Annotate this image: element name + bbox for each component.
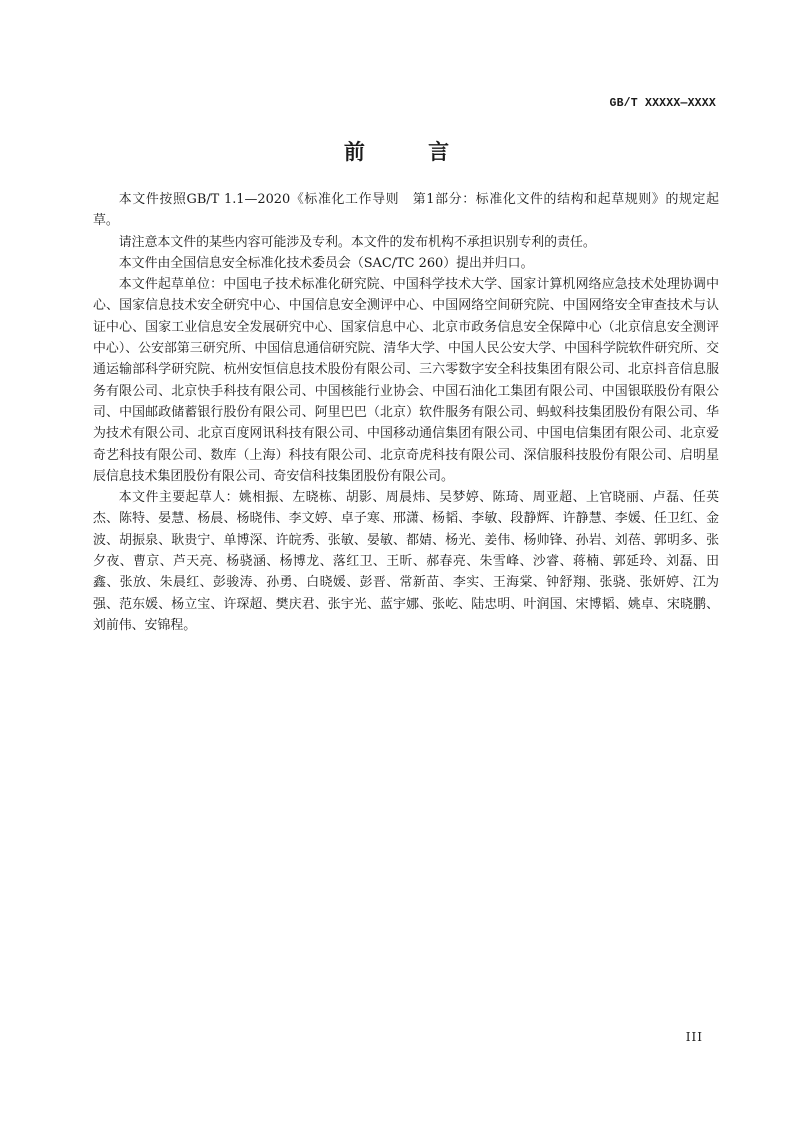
standard-code: GB/T XXXXX—XXXX: [609, 97, 716, 110]
paragraph-drafting-rules: 本文件按照GB/T 1.1—2020《标准化工作导则 第1部分：标准化文件的结构和起草规则》的规定起草。: [93, 192, 719, 229]
foreword-body: [93, 189, 719, 636]
page-title: 前 言: [343, 140, 478, 164]
page-number: III: [685, 1030, 703, 1044]
paragraph-drafters: 本文件主要起草人：姚相振、左晓栋、胡影、周晨炜、吴梦婷、陈琦、周亚超、上官晓丽、卢磊、任英杰、陈特、晏慧、杨晨、杨晓伟、李文婷、卓子寒、邢潇、杨韬、李敏、段静辉、许静慧、李媛、任卫红、金波、胡振泉、耿贵宁、单博深、许皖秀、张敏、晏敏、都婧、杨光、姜伟、杨帅锋、孙岩、刘蓓、郭明多、张夕夜、曹京、芦天亮、杨骁涵、杨博龙、落红卫、王昕、郝春亮、朱雪峰、沙睿、蒋楠、郭延玲、刘磊、田鑫、张放、朱晨红、彭骏涛、孙勇、白晓媛、彭晋、常新苗、李实、王海棠、钟舒翔、张骁、张妍婷、江为强、范东媛、杨立宝、许琛超、樊庆君、张宇光、蓝宇娜、张屹、陆忠明、叶润国、宋博韬、姚卓、宋晓鹏、刘前伟、安锦程。: [93, 490, 719, 633]
paragraph-committee: 本文件由全国信息安全标准化技术委员会（SAC/TC 260）提出并归口。: [118, 255, 534, 271]
paragraph-drafting-units: 本文件起草单位：中国电子技术标准化研究院、中国科学技术大学、国家计算机网络应急技术处理协调中心、国家信息技术安全研究中心、中国信息安全测评中心、中国网络空间研究院、中国网络安全审查技术与认证中心、国家工业信息安全发展研究中心、国家信息中心、北京市政务信息安全保障中心（北京信息安全测评中心）、公安部第三研究所、中国信息通信研究院、清华大学、中国人民公安大学、中国科学院软件研究所、交通运输部科学研究院、杭州安恒信息技术股份有限公司、三六零数字安全科技集团有限公司、北京抖音信息服务有限公司、北京快手科技有限公司、中国核能行业协会、中国石油化工集团有限公司、中国银联股份有限公司、中国邮政储蓄银行股份有限公司、阿里巴巴（北京）软件服务有限公司、蚂蚁科技集团股份有限公司、华为技术有限公司、北京百度网讯科技有限公司、中国移动通信集团有限公司、中国电信集团有限公司、北京爱奇艺科技有限公司、数库（上海）科技有限公司、北京奇虎科技有限公司、深信服科技股份有限公司、启明星辰信息技术集团股份有限公司、奇安信科技集团股份有限公司。: [93, 277, 719, 484]
paragraph-patent-notice: 请注意本文件的某些内容可能涉及专利。本文件的发布机构不承担识别专利的责任。: [118, 234, 596, 250]
